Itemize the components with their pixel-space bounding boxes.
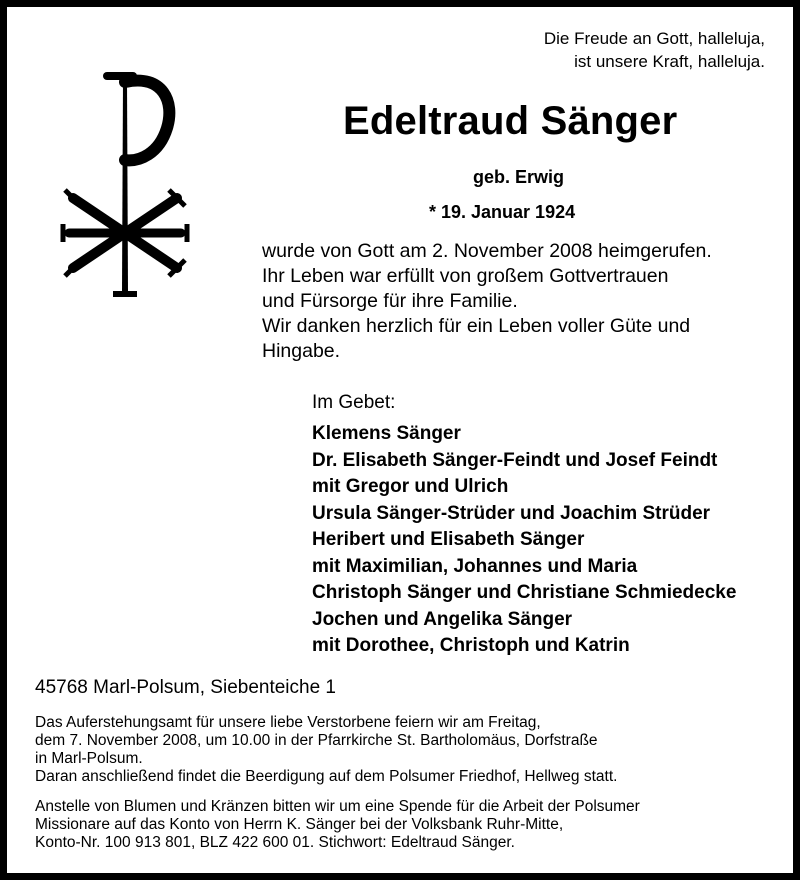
funeral-info [35, 714, 617, 786]
funeral-line: Daran anschließend findet die Beerdigung auf dem Polsumer Friedhof, Hellweg statt. [35, 768, 618, 785]
chi-rho-icon [51, 62, 191, 302]
funeral-line: Das Auferstehungsamt für unsere liebe Verstorbene feiern wir am Freitag, [35, 714, 541, 731]
deceased-name: Edeltraud Sänger [343, 99, 678, 143]
mourner: Ursula Sänger-Strüder und Joachim Strüder [312, 502, 711, 524]
donation-line: Missionare auf das Konto von Herrn K. Sänger bei der Volksbank Ruhr-Mitte, [35, 816, 564, 833]
obituary-notice [7, 7, 793, 873]
mourner: mit Maximilian, Johannes und Maria [312, 555, 638, 577]
motto [544, 27, 765, 73]
mourner: Dr. Elisabeth Sänger-Feindt und Josef Feindt [312, 449, 718, 471]
intro-line: Ihr Leben war erfüllt von großem Gottvertrauen [262, 265, 669, 287]
mourner: mit Gregor und Ulrich [312, 476, 509, 497]
funeral-line: dem 7. November 2008, um 10.00 in der Pfarrkirche St. Bartholomäus, Dorfstraße [35, 732, 598, 749]
intro-line: Hingabe. [262, 340, 341, 362]
mourner: Heribert und Elisabeth Sänger [312, 529, 585, 550]
intro-line: wurde von Gott am 2. November 2008 heimgerufen. [262, 240, 712, 262]
address: 45768 Marl-Polsum, Siebenteiche 1 [35, 677, 337, 698]
motto-line: ist unsere Kraft, halleluja. [574, 52, 765, 71]
intro-line: und Fürsorge für ihre Familie. [262, 290, 518, 312]
donation-info [35, 798, 640, 852]
mourner: mit Dorothee, Christoph und Katrin [312, 635, 630, 656]
mourners-heading: Im Gebet: [312, 392, 396, 413]
intro-text [262, 239, 712, 364]
intro-line: Wir danken herzlich für ein Leben voller Güte und [262, 315, 691, 337]
donation-line: Konto-Nr. 100 913 801, BLZ 422 600 01. Stichwort: Edeltraud Sänger. [35, 834, 515, 851]
funeral-line: in Marl-Polsum. [35, 750, 143, 767]
donation-line: Anstelle von Blumen und Kränzen bitten wir um eine Spende für die Arbeit der Polsumer [35, 798, 640, 815]
mourner: Klemens Sänger [312, 423, 461, 444]
mourners-list [312, 421, 736, 660]
birth-date: * 19. Januar 1924 [429, 202, 576, 222]
motto-line: Die Freude an Gott, halleluja, [543, 29, 765, 48]
mourner: Christoph Sänger und Christiane Schmiedecke [312, 582, 737, 603]
maiden-name: geb. Erwig [473, 167, 565, 187]
mourner: Jochen und Angelika Sänger [312, 608, 573, 630]
